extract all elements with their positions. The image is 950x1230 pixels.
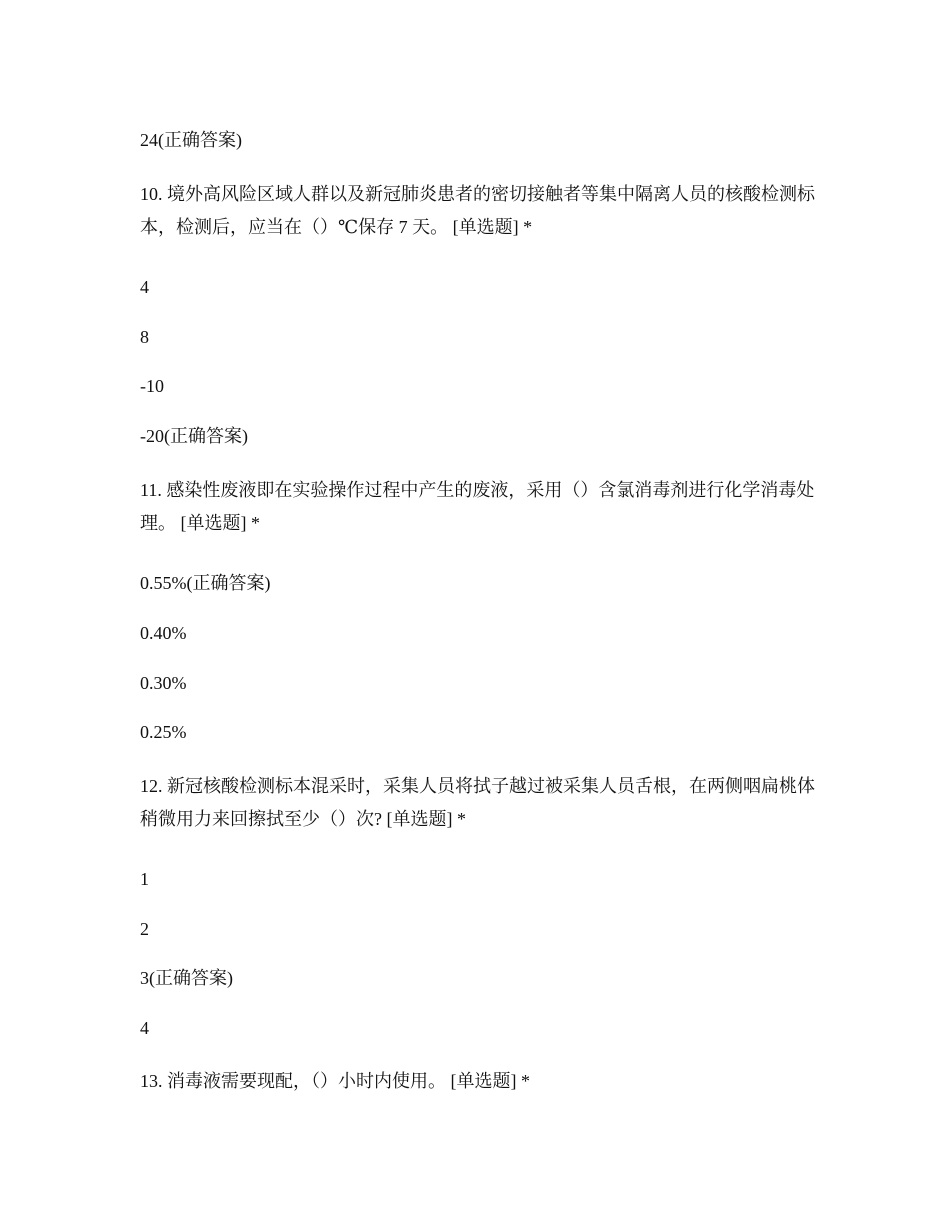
option-text: 0.55%(正确答案) — [140, 573, 271, 593]
question-13: 13. 消毒液需要现配，（）小时内使用。 [单选题] * — [140, 1071, 530, 1091]
option-text: 4 — [140, 277, 149, 297]
option-text: 3(正确答案) — [140, 968, 233, 988]
question-11: 11. 感染性废液即在实验操作过程中产生的废液，采用（）含氯消毒剂进行化学消毒处理。 [单选题] * — [140, 480, 815, 533]
option-text: 8 — [140, 327, 149, 347]
option-text: 2 — [140, 919, 149, 939]
question-12: 12. 新冠核酸检测标本混采时，采集人员将拭子越过被采集人员舌根，在两侧咽扁桃体稍微用力来回擦拭至少（）次? [单选题] * — [140, 776, 815, 829]
option-text: -20(正确答案) — [140, 426, 248, 446]
option-text: 0.40% — [140, 623, 187, 643]
option-text: -10 — [140, 376, 164, 396]
option-text: 24(正确答案) — [140, 130, 242, 150]
question-10: 10. 境外高风险区域人群以及新冠肺炎患者的密切接触者等集中隔离人员的核酸检测标本，检测后，应当在（）℃保存 7 天。 [单选题] * — [140, 184, 815, 237]
option-text: 1 — [140, 869, 149, 889]
option-text: 4 — [140, 1018, 149, 1038]
option-text: 0.30% — [140, 673, 187, 693]
option-text: 0.25% — [140, 722, 187, 742]
